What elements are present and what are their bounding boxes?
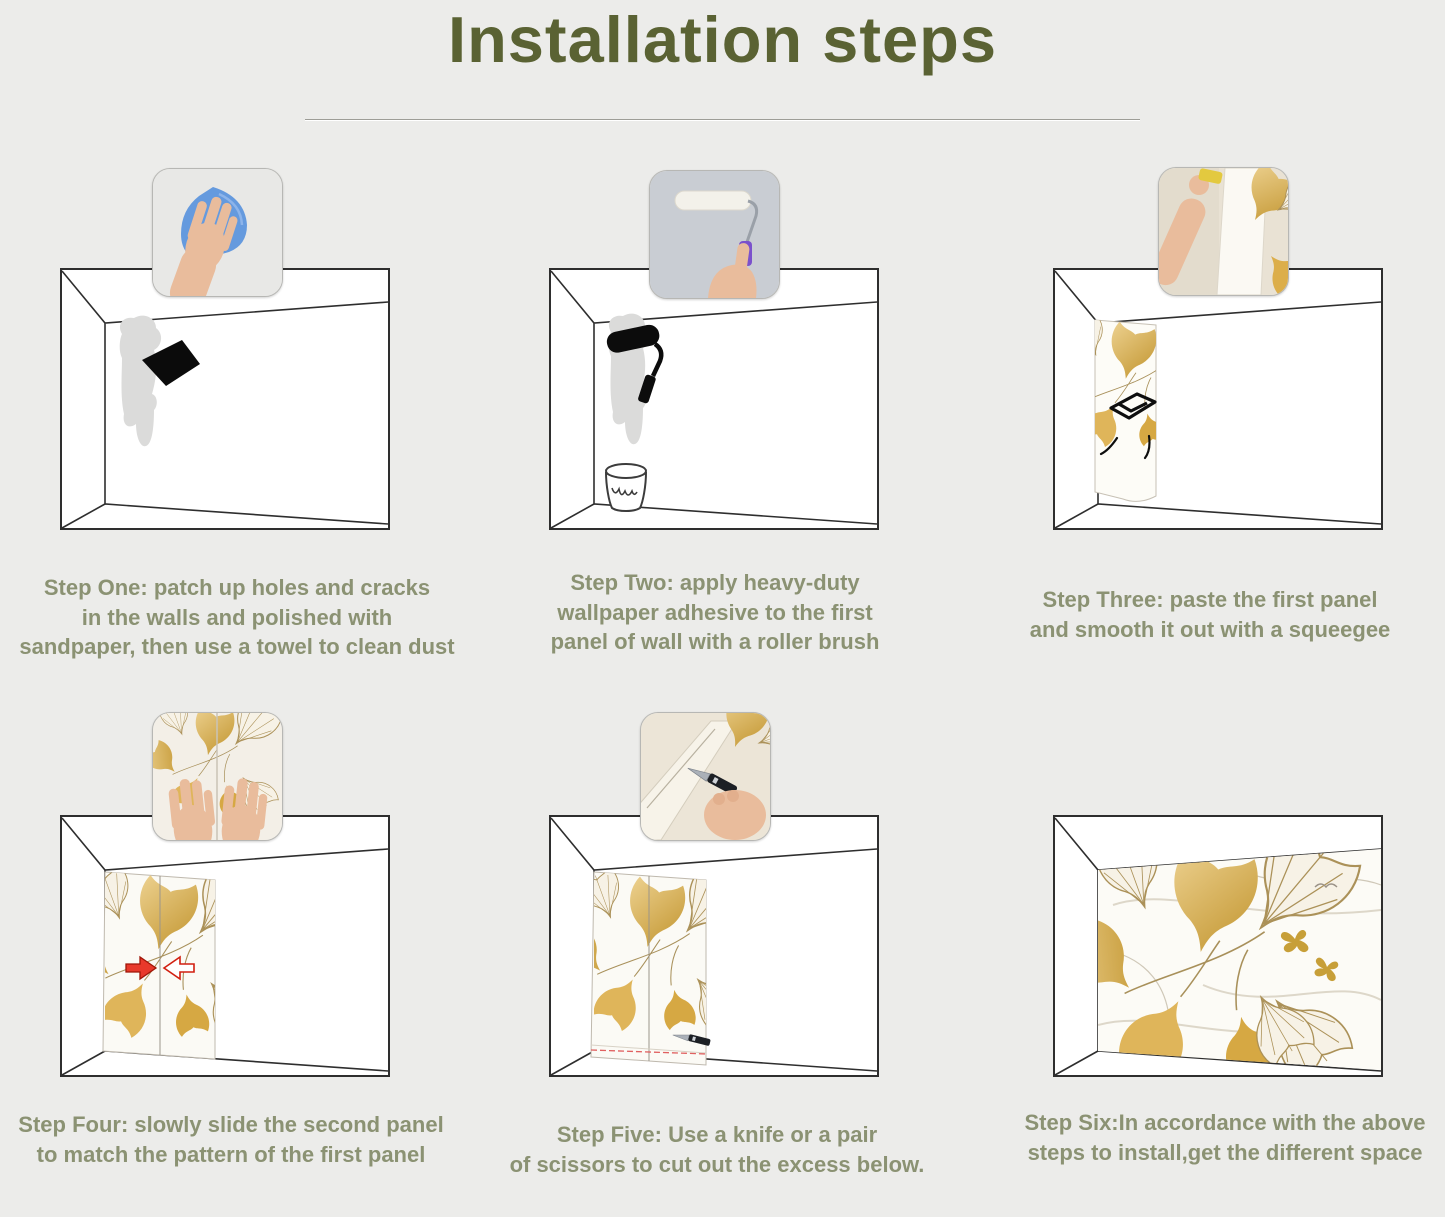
step5-photo-cutting-excess — [640, 712, 771, 841]
step1-diagram-room-corner-sanding — [60, 268, 390, 530]
caption-line: Step Two: apply heavy-duty — [570, 570, 860, 595]
step4-caption — [0, 1110, 462, 1169]
caption-line: Step Five: Use a knife or a pair — [556, 1122, 878, 1147]
step3-caption — [1000, 585, 1420, 644]
step2-caption — [505, 568, 925, 657]
room-corner-lines — [550, 269, 878, 529]
caption-line: Step Four: slowly slide the second panel — [18, 1112, 444, 1137]
caption-line: Step One: patch up holes and cracks — [43, 575, 431, 600]
caption-line: in the walls and polished with — [81, 604, 393, 630]
adhesive-bucket-icon — [606, 464, 646, 511]
step2-diagram-room-corner-adhesive — [549, 268, 879, 530]
step4-photo-aligning-panels — [152, 712, 283, 841]
caption-line: and smooth it out with a squeegee — [1029, 616, 1391, 642]
page-title: Installation steps — [448, 3, 997, 76]
step6-diagram-finished-wall — [1053, 815, 1383, 1077]
caption-line: to match the pattern of the first panel — [36, 1141, 426, 1167]
step4-diagram-slide-second-panel — [60, 815, 390, 1077]
step5-diagram-cut-excess — [549, 815, 879, 1077]
step3-diagram-first-panel — [1053, 268, 1383, 530]
title-divider-line — [305, 119, 1140, 120]
caption-line: of scissors to cut out the excess below. — [509, 1151, 925, 1177]
step6-caption — [1005, 1108, 1445, 1167]
step3-photo-pasting-panel — [1158, 167, 1289, 296]
caption-line: Step Six:In accordance with the above — [1024, 1110, 1426, 1135]
step2-photo-paint-roller — [649, 170, 780, 299]
step1-caption — [0, 573, 474, 662]
caption-line: sandpaper, then use a towel to clean dust — [19, 634, 455, 660]
caption-line: panel of wall with a roller brush — [550, 629, 880, 655]
caption-line: steps to install,get the different space — [1027, 1139, 1423, 1165]
step1-photo-wiping-wall — [152, 168, 283, 297]
room-corner-lines — [61, 269, 389, 529]
step5-caption — [495, 1120, 939, 1179]
caption-line: wallpaper adhesive to the first — [557, 599, 873, 625]
roller-sleeve — [675, 191, 751, 210]
caption-line: Step Three: paste the first panel — [1042, 587, 1378, 612]
